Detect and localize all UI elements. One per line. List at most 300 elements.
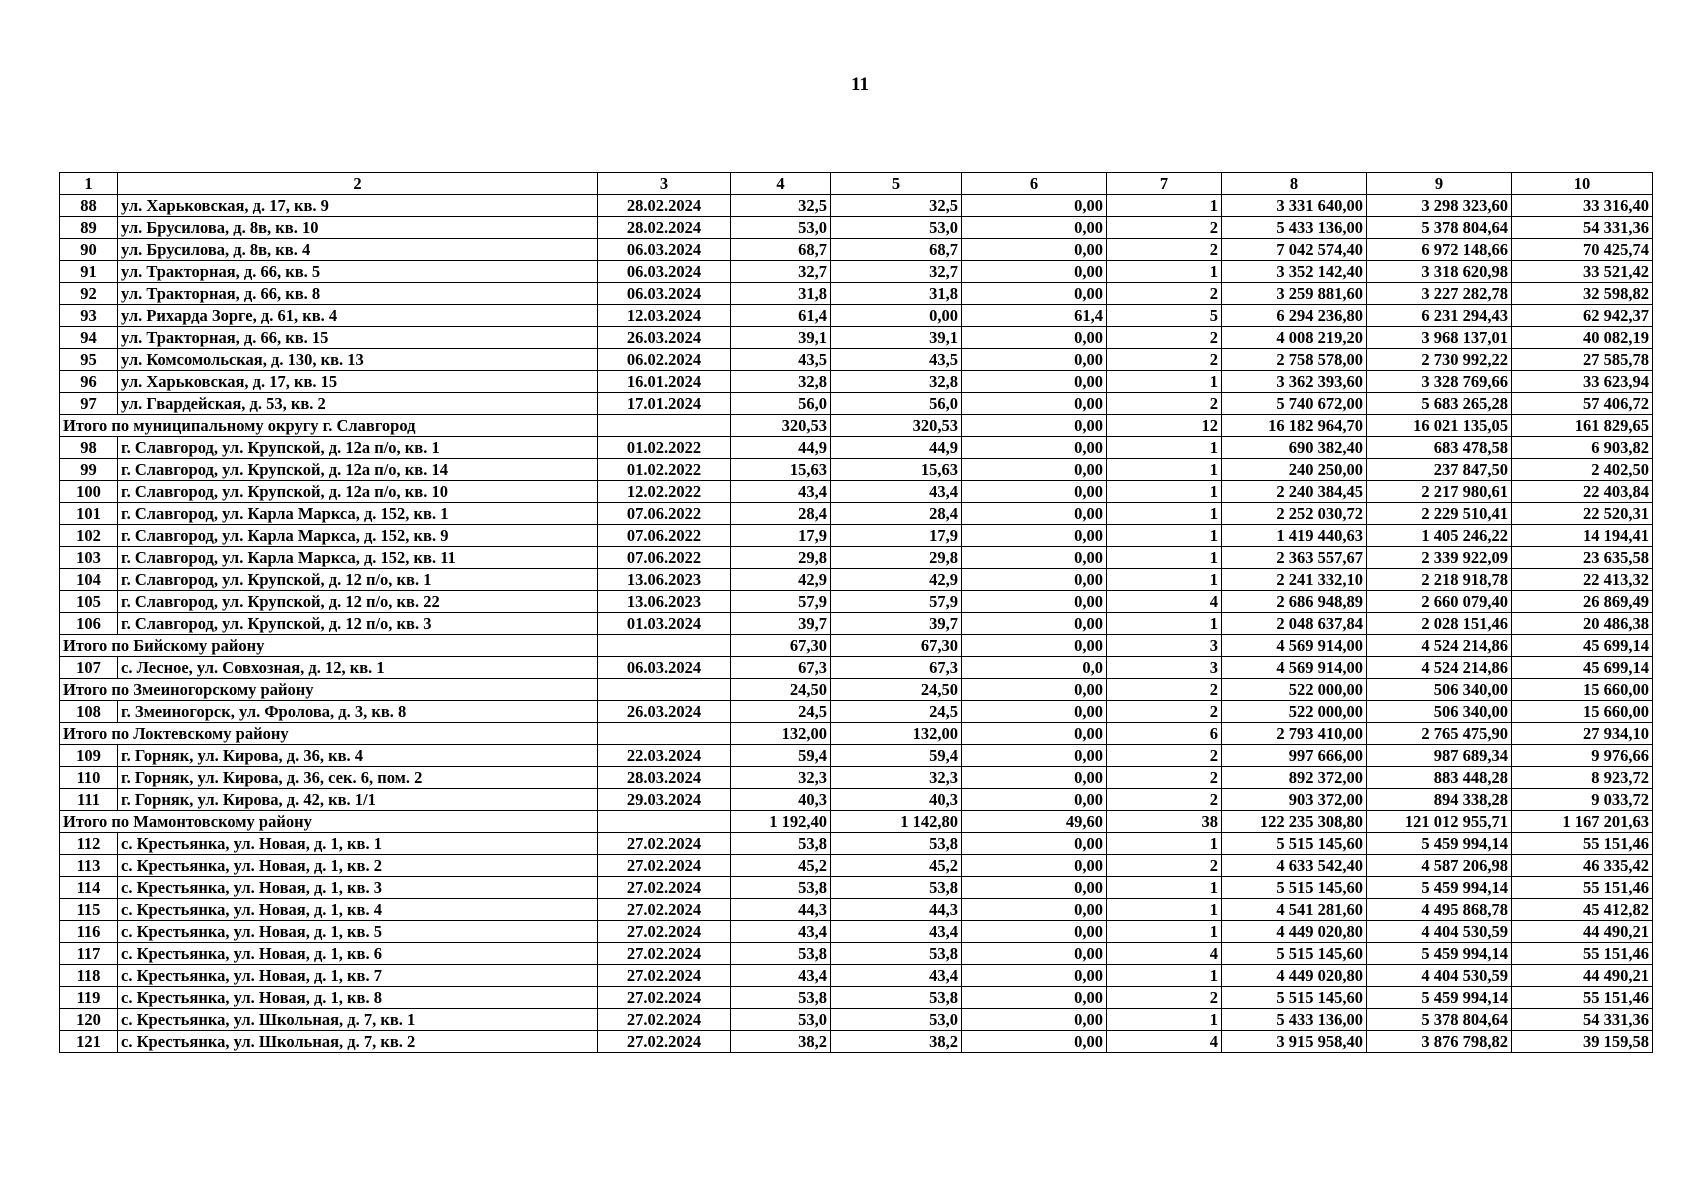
table-cell: 43,4 xyxy=(831,921,962,943)
address-cell: г. Горняк, ул. Кирова, д. 36, сек. 6, пом. 2 xyxy=(118,767,598,789)
table-cell: 3 298 323,60 xyxy=(1367,195,1512,217)
subtotal-cell: 16 182 964,70 xyxy=(1222,415,1367,437)
table-cell: 54 331,36 xyxy=(1512,1009,1653,1031)
address-cell: ул. Гвардейская, д. 53, кв. 2 xyxy=(118,393,598,415)
table-cell: 3 xyxy=(1107,657,1222,679)
table-cell: 57 406,72 xyxy=(1512,393,1653,415)
subtotal-cell: 122 235 308,80 xyxy=(1222,811,1367,833)
address-cell: ул. Брусилова, д. 8в, кв. 4 xyxy=(118,239,598,261)
table-row xyxy=(60,305,1653,327)
table-cell: 4 404 530,59 xyxy=(1367,921,1512,943)
table-cell: 9 033,72 xyxy=(1512,789,1653,811)
table-row xyxy=(60,943,1653,965)
table-cell: 4 xyxy=(1107,591,1222,613)
table-cell: 5 515 145,60 xyxy=(1222,877,1367,899)
table-cell: 690 382,40 xyxy=(1222,437,1367,459)
table-cell: 01.03.2024 xyxy=(598,613,731,635)
table-cell: 44,9 xyxy=(831,437,962,459)
table-cell: 43,4 xyxy=(831,965,962,987)
table-cell: 4 008 219,20 xyxy=(1222,327,1367,349)
table-cell: 28.02.2024 xyxy=(598,195,731,217)
subtotal-cell xyxy=(598,635,731,657)
table-cell: 2 229 510,41 xyxy=(1367,503,1512,525)
table-cell: 0,00 xyxy=(962,877,1107,899)
subtotal-label: Итого по Локтевскому району xyxy=(60,723,598,745)
address-cell: с. Крестьянка, ул. Новая, д. 1, кв. 4 xyxy=(118,899,598,921)
table-cell: 53,8 xyxy=(831,943,962,965)
subtotal-cell: 522 000,00 xyxy=(1222,679,1367,701)
table-cell: 4 449 020,80 xyxy=(1222,921,1367,943)
table-cell: 33 623,94 xyxy=(1512,371,1653,393)
subtotal-cell xyxy=(598,415,731,437)
table-cell: 5 459 994,14 xyxy=(1367,943,1512,965)
table-cell: 28.02.2024 xyxy=(598,217,731,239)
table-row xyxy=(60,899,1653,921)
table-cell: 29,8 xyxy=(731,547,831,569)
table-cell: 32,3 xyxy=(831,767,962,789)
table-cell: 39,1 xyxy=(731,327,831,349)
table-cell: 53,8 xyxy=(831,987,962,1009)
row-number-cell: 111 xyxy=(60,789,118,811)
table-cell: 6 972 148,66 xyxy=(1367,239,1512,261)
table-cell: 55 151,46 xyxy=(1512,943,1653,965)
subtotal-cell: 67,30 xyxy=(731,635,831,657)
subtotal-row xyxy=(60,723,1653,745)
table-cell: 894 338,28 xyxy=(1367,789,1512,811)
table-cell: 2 xyxy=(1107,701,1222,723)
row-number-cell: 107 xyxy=(60,657,118,679)
table-cell: 4 524 214,86 xyxy=(1367,657,1512,679)
table-cell: 2 xyxy=(1107,767,1222,789)
row-number-cell: 90 xyxy=(60,239,118,261)
table-cell: 5 515 145,60 xyxy=(1222,833,1367,855)
table-cell: 42,9 xyxy=(831,569,962,591)
table-cell: 0,00 xyxy=(962,899,1107,921)
table-cell: 06.02.2024 xyxy=(598,349,731,371)
table-cell: 3 876 798,82 xyxy=(1367,1031,1512,1053)
table-cell: 27.02.2024 xyxy=(598,833,731,855)
address-cell: г. Горняк, ул. Кирова, д. 36, кв. 4 xyxy=(118,745,598,767)
table-cell: 0,00 xyxy=(962,987,1107,1009)
address-cell: г. Славгород, ул. Крупской, д. 12а п/о, кв. 1 xyxy=(118,437,598,459)
subtotal-cell: 38 xyxy=(1107,811,1222,833)
table-cell: 32,8 xyxy=(831,371,962,393)
subtotal-cell: 45 699,14 xyxy=(1512,635,1653,657)
table-row xyxy=(60,767,1653,789)
table-row xyxy=(60,1009,1653,1031)
table-cell: 0,00 xyxy=(962,481,1107,503)
table-cell: 2 252 030,72 xyxy=(1222,503,1367,525)
table-cell: 55 151,46 xyxy=(1512,833,1653,855)
table-row xyxy=(60,349,1653,371)
table-cell: 67,3 xyxy=(731,657,831,679)
subtotal-cell: 67,30 xyxy=(831,635,962,657)
table-cell: 06.03.2024 xyxy=(598,283,731,305)
table-cell: 22.03.2024 xyxy=(598,745,731,767)
table-cell: 53,8 xyxy=(831,877,962,899)
table-cell: 2 402,50 xyxy=(1512,459,1653,481)
table-cell: 44,9 xyxy=(731,437,831,459)
table-cell: 56,0 xyxy=(831,393,962,415)
subtotal-row xyxy=(60,635,1653,657)
address-cell: ул. Тракторная, д. 66, кв. 5 xyxy=(118,261,598,283)
address-cell: г. Славгород, ул. Карла Маркса, д. 152, кв. 11 xyxy=(118,547,598,569)
column-number-cell: 10 xyxy=(1512,173,1653,195)
table-cell: 27 585,78 xyxy=(1512,349,1653,371)
table-cell: 22 520,31 xyxy=(1512,503,1653,525)
table-cell: 06.03.2024 xyxy=(598,261,731,283)
table-cell: 61,4 xyxy=(962,305,1107,327)
table-cell: 5 378 804,64 xyxy=(1367,1009,1512,1031)
table-cell: 0,00 xyxy=(831,305,962,327)
table-cell: 0,00 xyxy=(962,349,1107,371)
table-cell: 5 xyxy=(1107,305,1222,327)
table-cell: 32,3 xyxy=(731,767,831,789)
subtotal-cell: 1 142,80 xyxy=(831,811,962,833)
subtotal-cell: 161 829,65 xyxy=(1512,415,1653,437)
address-cell: г. Славгород, ул. Крупской, д. 12 п/о, кв. 1 xyxy=(118,569,598,591)
address-cell: г. Славгород, ул. Карла Маркса, д. 152, кв. 9 xyxy=(118,525,598,547)
table-cell: 43,4 xyxy=(731,481,831,503)
table-cell: 01.02.2022 xyxy=(598,459,731,481)
table-cell: 20 486,38 xyxy=(1512,613,1653,635)
row-number-cell: 96 xyxy=(60,371,118,393)
table-cell: 07.06.2022 xyxy=(598,547,731,569)
address-cell: ул. Брусилова, д. 8в, кв. 10 xyxy=(118,217,598,239)
table-cell: 506 340,00 xyxy=(1367,701,1512,723)
table-cell: 1 xyxy=(1107,371,1222,393)
table-row xyxy=(60,547,1653,569)
table-cell: 0,00 xyxy=(962,789,1107,811)
table-cell: 2 241 332,10 xyxy=(1222,569,1367,591)
table-cell: 53,0 xyxy=(731,1009,831,1031)
table-row xyxy=(60,261,1653,283)
row-number-cell: 98 xyxy=(60,437,118,459)
table-cell: 2 xyxy=(1107,283,1222,305)
table-cell: 39,7 xyxy=(731,613,831,635)
table-cell: 45 412,82 xyxy=(1512,899,1653,921)
table-cell: 28.03.2024 xyxy=(598,767,731,789)
table-cell: 1 xyxy=(1107,437,1222,459)
column-number-cell: 9 xyxy=(1367,173,1512,195)
table-cell: 67,3 xyxy=(831,657,962,679)
subtotal-cell: 0,00 xyxy=(962,679,1107,701)
table-cell: 14 194,41 xyxy=(1512,525,1653,547)
subtotal-row xyxy=(60,679,1653,701)
table-cell: 0,00 xyxy=(962,217,1107,239)
column-number-cell: 1 xyxy=(60,173,118,195)
table-cell: 32,5 xyxy=(831,195,962,217)
row-number-cell: 106 xyxy=(60,613,118,635)
table-cell: 28,4 xyxy=(731,503,831,525)
table-cell: 43,5 xyxy=(731,349,831,371)
row-number-cell: 109 xyxy=(60,745,118,767)
table-cell: 2 xyxy=(1107,987,1222,1009)
table-cell: 26.03.2024 xyxy=(598,327,731,349)
row-number-cell: 92 xyxy=(60,283,118,305)
table-cell: 68,7 xyxy=(831,239,962,261)
column-number-cell: 8 xyxy=(1222,173,1367,195)
address-cell: с. Лесное, ул. Совхозная, д. 12, кв. 1 xyxy=(118,657,598,679)
table-cell: 0,00 xyxy=(962,503,1107,525)
table-cell: 8 923,72 xyxy=(1512,767,1653,789)
table-cell: 4 xyxy=(1107,1031,1222,1053)
table-cell: 1 xyxy=(1107,899,1222,921)
table-cell: 0,00 xyxy=(962,195,1107,217)
table-cell: 3 259 881,60 xyxy=(1222,283,1367,305)
subtotal-cell: 0,00 xyxy=(962,723,1107,745)
row-number-cell: 101 xyxy=(60,503,118,525)
address-cell: с. Крестьянка, ул. Новая, д. 1, кв. 5 xyxy=(118,921,598,943)
table-cell: 27.02.2024 xyxy=(598,1031,731,1053)
subtotal-cell xyxy=(598,723,731,745)
table-cell: 32,5 xyxy=(731,195,831,217)
table-cell: 39,1 xyxy=(831,327,962,349)
table-cell: 68,7 xyxy=(731,239,831,261)
table-cell: 1 xyxy=(1107,569,1222,591)
table-cell: 3 915 958,40 xyxy=(1222,1031,1367,1053)
table-cell: 57,9 xyxy=(731,591,831,613)
column-number-cell: 7 xyxy=(1107,173,1222,195)
table-cell: 0,00 xyxy=(962,569,1107,591)
subtotal-cell: 1 167 201,63 xyxy=(1512,811,1653,833)
table-cell: 2 218 918,78 xyxy=(1367,569,1512,591)
table-row xyxy=(60,745,1653,767)
table-row xyxy=(60,855,1653,877)
table-cell: 01.02.2022 xyxy=(598,437,731,459)
table-cell: 6 294 236,80 xyxy=(1222,305,1367,327)
table-row xyxy=(60,833,1653,855)
table-cell: 0,00 xyxy=(962,921,1107,943)
table-cell: 15,63 xyxy=(731,459,831,481)
address-cell: с. Крестьянка, ул. Школьная, д. 7, кв. 2 xyxy=(118,1031,598,1053)
subtotal-cell: 4 569 914,00 xyxy=(1222,635,1367,657)
table-cell: 27.02.2024 xyxy=(598,1009,731,1031)
table-row xyxy=(60,1031,1653,1053)
table-cell: 5 740 672,00 xyxy=(1222,393,1367,415)
address-cell: г. Змеиногорск, ул. Фролова, д. 3, кв. 8 xyxy=(118,701,598,723)
subtotal-cell: 27 934,10 xyxy=(1512,723,1653,745)
table-cell: 26.03.2024 xyxy=(598,701,731,723)
subtotal-cell: 0,00 xyxy=(962,635,1107,657)
subtotal-cell: 132,00 xyxy=(831,723,962,745)
address-cell: ул. Харьковская, д. 17, кв. 15 xyxy=(118,371,598,393)
table-cell: 56,0 xyxy=(731,393,831,415)
table-cell: 38,2 xyxy=(831,1031,962,1053)
table-cell: 53,8 xyxy=(831,833,962,855)
table-cell: 2 xyxy=(1107,393,1222,415)
table-cell: 12.03.2024 xyxy=(598,305,731,327)
table-cell: 2 028 151,46 xyxy=(1367,613,1512,635)
table-cell: 12.02.2022 xyxy=(598,481,731,503)
subtotal-cell: 132,00 xyxy=(731,723,831,745)
table-cell: 33 521,42 xyxy=(1512,261,1653,283)
table-cell: 0,00 xyxy=(962,613,1107,635)
table-cell: 2 660 079,40 xyxy=(1367,591,1512,613)
table-cell: 237 847,50 xyxy=(1367,459,1512,481)
subtotal-row xyxy=(60,811,1653,833)
table-cell: 1 xyxy=(1107,833,1222,855)
table-cell: 32 598,82 xyxy=(1512,283,1653,305)
table-cell: 1 xyxy=(1107,1009,1222,1031)
table-cell: 45,2 xyxy=(731,855,831,877)
table-row xyxy=(60,525,1653,547)
subtotal-cell: 49,60 xyxy=(962,811,1107,833)
table-row xyxy=(60,569,1653,591)
table-cell: 24,5 xyxy=(731,701,831,723)
table-cell: 0,00 xyxy=(962,437,1107,459)
table-cell: 27.02.2024 xyxy=(598,855,731,877)
table-cell: 2 339 922,09 xyxy=(1367,547,1512,569)
table-cell: 13.06.2023 xyxy=(598,591,731,613)
address-cell: с. Крестьянка, ул. Новая, д. 1, кв. 8 xyxy=(118,987,598,1009)
table-cell: 39,7 xyxy=(831,613,962,635)
address-cell: с. Крестьянка, ул. Новая, д. 1, кв. 1 xyxy=(118,833,598,855)
table-cell: 29.03.2024 xyxy=(598,789,731,811)
column-number-cell: 5 xyxy=(831,173,962,195)
column-number-cell: 2 xyxy=(118,173,598,195)
table-cell: 5 515 145,60 xyxy=(1222,943,1367,965)
subtotal-cell: 15 660,00 xyxy=(1512,679,1653,701)
table-cell: 0,00 xyxy=(962,1031,1107,1053)
row-number-cell: 118 xyxy=(60,965,118,987)
subtotal-label: Итого по Змеиногорскому району xyxy=(60,679,598,701)
table-cell: 4 541 281,60 xyxy=(1222,899,1367,921)
table-cell: 2 730 992,22 xyxy=(1367,349,1512,371)
table-row xyxy=(60,789,1653,811)
table-cell: 32,8 xyxy=(731,371,831,393)
table-cell: 2 217 980,61 xyxy=(1367,481,1512,503)
subtotal-cell: 121 012 955,71 xyxy=(1367,811,1512,833)
address-cell: г. Горняк, ул. Кирова, д. 42, кв. 1/1 xyxy=(118,789,598,811)
table-row xyxy=(60,921,1653,943)
table-cell: 5 433 136,00 xyxy=(1222,217,1367,239)
address-cell: г. Славгород, ул. Крупской, д. 12а п/о, кв. 14 xyxy=(118,459,598,481)
table-cell: 31,8 xyxy=(731,283,831,305)
table-cell: 0,00 xyxy=(962,591,1107,613)
subtotal-cell: 320,53 xyxy=(831,415,962,437)
address-cell: с. Крестьянка, ул. Школьная, д. 7, кв. 1 xyxy=(118,1009,598,1031)
table-cell: 4 495 868,78 xyxy=(1367,899,1512,921)
table-cell: 4 633 542,40 xyxy=(1222,855,1367,877)
table-cell: 2 xyxy=(1107,789,1222,811)
row-number-cell: 114 xyxy=(60,877,118,899)
table-cell: 522 000,00 xyxy=(1222,701,1367,723)
table-cell: 17,9 xyxy=(831,525,962,547)
row-number-cell: 100 xyxy=(60,481,118,503)
table-cell: 0,0 xyxy=(962,657,1107,679)
address-cell: ул. Тракторная, д. 66, кв. 8 xyxy=(118,283,598,305)
table-cell: 43,4 xyxy=(731,921,831,943)
row-number-cell: 102 xyxy=(60,525,118,547)
address-cell: г. Славгород, ул. Крупской, д. 12 п/о, кв. 3 xyxy=(118,613,598,635)
table-cell: 43,4 xyxy=(831,481,962,503)
row-number-cell: 112 xyxy=(60,833,118,855)
table-cell: 4 569 914,00 xyxy=(1222,657,1367,679)
table-cell: 0,00 xyxy=(962,745,1107,767)
table-cell: 27.02.2024 xyxy=(598,965,731,987)
subtotal-label: Итого по Бийскому району xyxy=(60,635,598,657)
address-cell: ул. Комсомольская, д. 130, кв. 13 xyxy=(118,349,598,371)
table-cell: 4 587 206,98 xyxy=(1367,855,1512,877)
table-cell: 5 378 804,64 xyxy=(1367,217,1512,239)
table-cell: 0,00 xyxy=(962,1009,1107,1031)
subtotal-cell: 16 021 135,05 xyxy=(1367,415,1512,437)
row-number-cell: 115 xyxy=(60,899,118,921)
table-cell: 5 683 265,28 xyxy=(1367,393,1512,415)
table-cell: 45,2 xyxy=(831,855,962,877)
table-cell: 27.02.2024 xyxy=(598,987,731,1009)
table-row xyxy=(60,217,1653,239)
address-cell: с. Крестьянка, ул. Новая, д. 1, кв. 7 xyxy=(118,965,598,987)
subtotal-label: Итого по муниципальному округу г. Славгород xyxy=(60,415,598,437)
table-cell: 1 xyxy=(1107,261,1222,283)
table-cell: 0,00 xyxy=(962,701,1107,723)
address-cell: ул. Рихарда Зорге, д. 61, кв. 4 xyxy=(118,305,598,327)
address-cell: ул. Тракторная, д. 66, кв. 15 xyxy=(118,327,598,349)
table-cell: 17,9 xyxy=(731,525,831,547)
subtotal-cell: 24,50 xyxy=(831,679,962,701)
row-number-cell: 108 xyxy=(60,701,118,723)
table-cell: 2 686 948,89 xyxy=(1222,591,1367,613)
row-number-cell: 120 xyxy=(60,1009,118,1031)
table-cell: 4 xyxy=(1107,943,1222,965)
table-cell: 3 328 769,66 xyxy=(1367,371,1512,393)
table-cell: 44,3 xyxy=(731,899,831,921)
subtotal-cell: 4 524 214,86 xyxy=(1367,635,1512,657)
table-cell: 2 xyxy=(1107,327,1222,349)
table-cell: 07.06.2022 xyxy=(598,503,731,525)
table-cell: 9 976,66 xyxy=(1512,745,1653,767)
address-cell: с. Крестьянка, ул. Новая, д. 1, кв. 3 xyxy=(118,877,598,899)
table-cell: 27.02.2024 xyxy=(598,899,731,921)
address-cell: г. Славгород, ул. Крупской, д. 12 п/о, кв. 22 xyxy=(118,591,598,613)
table-cell: 240 250,00 xyxy=(1222,459,1367,481)
table-cell: 2 048 637,84 xyxy=(1222,613,1367,635)
table-cell: 53,8 xyxy=(731,987,831,1009)
table-cell: 40,3 xyxy=(731,789,831,811)
table-cell: 892 372,00 xyxy=(1222,767,1367,789)
table-row xyxy=(60,877,1653,899)
table-cell: 40 082,19 xyxy=(1512,327,1653,349)
table-cell: 2 xyxy=(1107,745,1222,767)
row-number-cell: 94 xyxy=(60,327,118,349)
table-cell: 903 372,00 xyxy=(1222,789,1367,811)
table-cell: 5 459 994,14 xyxy=(1367,833,1512,855)
row-number-cell: 91 xyxy=(60,261,118,283)
table-cell: 6 231 294,43 xyxy=(1367,305,1512,327)
row-number-cell: 119 xyxy=(60,987,118,1009)
table-cell: 1 xyxy=(1107,195,1222,217)
row-number-cell: 116 xyxy=(60,921,118,943)
table-cell: 4 404 530,59 xyxy=(1367,965,1512,987)
table-cell: 0,00 xyxy=(962,327,1107,349)
table-cell: 1 xyxy=(1107,613,1222,635)
table-cell: 43,4 xyxy=(731,965,831,987)
table-row xyxy=(60,327,1653,349)
table-cell: 45 699,14 xyxy=(1512,657,1653,679)
table-cell: 15,63 xyxy=(831,459,962,481)
table-cell: 06.03.2024 xyxy=(598,239,731,261)
table-cell: 5 459 994,14 xyxy=(1367,877,1512,899)
table-row xyxy=(60,987,1653,1009)
table-row xyxy=(60,371,1653,393)
row-number-cell: 121 xyxy=(60,1031,118,1053)
table-cell: 0,00 xyxy=(962,393,1107,415)
table-cell: 3 352 142,40 xyxy=(1222,261,1367,283)
table-cell: 06.03.2024 xyxy=(598,657,731,679)
subtotal-cell xyxy=(598,811,731,833)
